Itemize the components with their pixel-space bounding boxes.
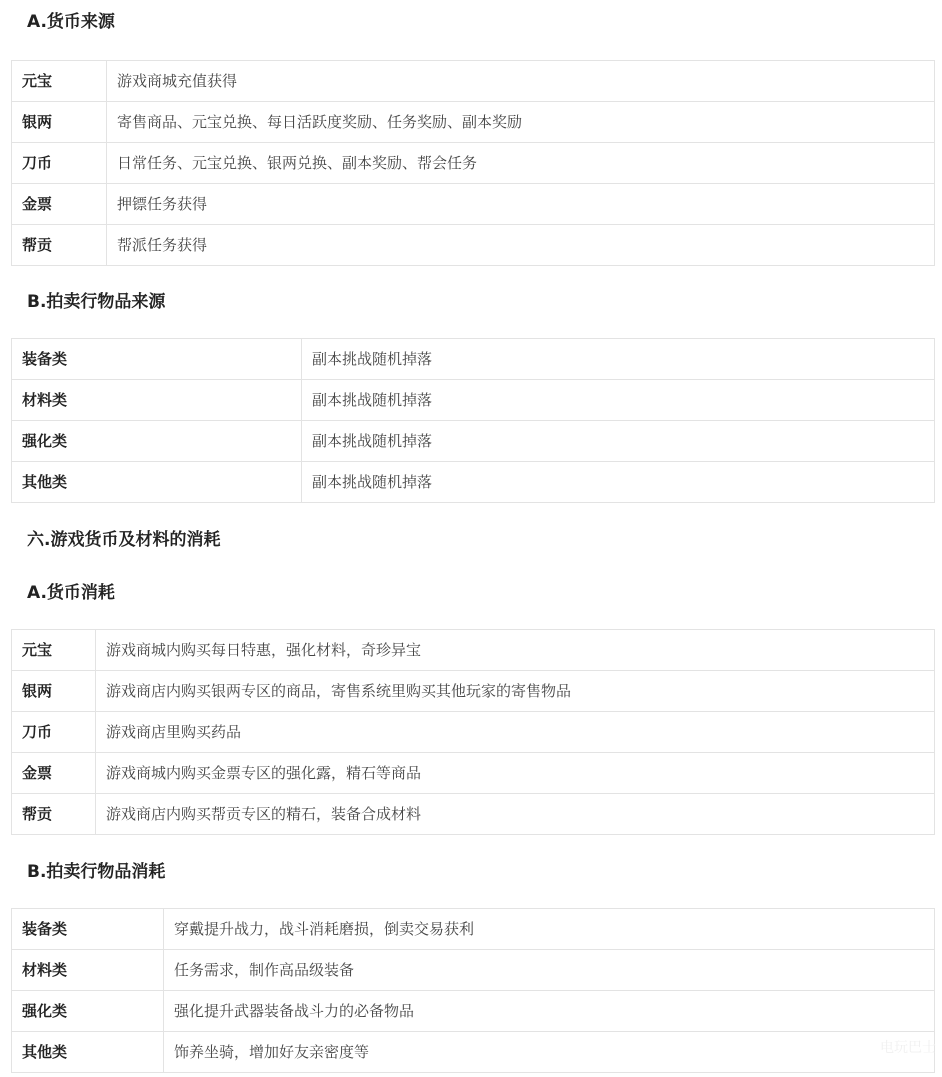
row-key: 银两 [12, 671, 96, 712]
row-value: 游戏商店内购买银两专区的商品，寄售系统里购买其他玩家的寄售物品 [96, 671, 935, 712]
row-key: 元宝 [12, 61, 107, 102]
row-value: 帮派任务获得 [107, 225, 935, 266]
auction-sources-heading: B.拍卖行物品来源 [27, 292, 166, 312]
table-row [12, 950, 935, 991]
row-value: 副本挑战随机掉落 [302, 339, 935, 380]
row-value: 副本挑战随机掉落 [302, 421, 935, 462]
row-value: 穿戴提升战力，战斗消耗磨损，倒卖交易获利 [164, 909, 935, 950]
currency-sources-table [11, 60, 935, 266]
table-row [12, 671, 935, 712]
currency-consumption-table [11, 629, 935, 835]
table-row [12, 794, 935, 835]
row-key: 其他类 [12, 462, 302, 503]
row-key: 材料类 [12, 950, 164, 991]
row-key: 刀币 [12, 143, 107, 184]
row-value: 寄售商品、元宝兑换、每日活跃度奖励、任务奖励、副本奖励 [107, 102, 935, 143]
table-row [12, 380, 935, 421]
table-row [12, 184, 935, 225]
row-value: 押镖任务获得 [107, 184, 935, 225]
row-value: 副本挑战随机掉落 [302, 462, 935, 503]
row-key: 帮贡 [12, 225, 107, 266]
table-row [12, 61, 935, 102]
auction-consumption-table [11, 908, 935, 1073]
row-value: 副本挑战随机掉落 [302, 380, 935, 421]
row-value: 游戏商城内购买每日特惠，强化材料，奇珍异宝 [96, 630, 935, 671]
table-row [12, 712, 935, 753]
row-key: 金票 [12, 184, 107, 225]
table-row [12, 102, 935, 143]
auction-consumption-body [12, 909, 935, 1073]
row-key: 装备类 [12, 909, 164, 950]
table-row [12, 462, 935, 503]
table-row [12, 421, 935, 462]
currency-sources-heading: A.货币来源 [27, 12, 115, 32]
currency-consumption-body [12, 630, 935, 835]
row-key: 金票 [12, 753, 96, 794]
table-row [12, 225, 935, 266]
table-row [12, 339, 935, 380]
row-key: 元宝 [12, 630, 96, 671]
table-row [12, 630, 935, 671]
row-value: 日常任务、元宝兑换、银两兑换、副本奖励、帮会任务 [107, 143, 935, 184]
table-row [12, 1032, 935, 1073]
row-key: 材料类 [12, 380, 302, 421]
row-key: 银两 [12, 102, 107, 143]
row-value: 游戏商店里购买药品 [96, 712, 935, 753]
row-value: 饰养坐骑，增加好友亲密度等 [164, 1032, 935, 1073]
row-key: 装备类 [12, 339, 302, 380]
row-value: 任务需求，制作高品级装备 [164, 950, 935, 991]
watermark: 电玩巴士 [880, 1040, 936, 1056]
table-row [12, 143, 935, 184]
auction-sources-table [11, 338, 935, 503]
chapter-heading: 六.游戏货币及材料的消耗 [27, 530, 221, 550]
row-key: 帮贡 [12, 794, 96, 835]
table-row [12, 909, 935, 950]
row-key: 其他类 [12, 1032, 164, 1073]
row-key: 强化类 [12, 991, 164, 1032]
row-value: 游戏商城内购买金票专区的强化露，精石等商品 [96, 753, 935, 794]
row-value: 游戏商店内购买帮贡专区的精石，装备合成材料 [96, 794, 935, 835]
currency-consumption-heading: A.货币消耗 [27, 583, 115, 603]
auction-sources-body [12, 339, 935, 503]
row-value: 强化提升武器装备战斗力的必备物品 [164, 991, 935, 1032]
row-key: 强化类 [12, 421, 302, 462]
row-key: 刀币 [12, 712, 96, 753]
auction-consumption-heading: B.拍卖行物品消耗 [27, 862, 166, 882]
row-value: 游戏商城充值获得 [107, 61, 935, 102]
table-row [12, 753, 935, 794]
table-row [12, 991, 935, 1032]
currency-sources-body [12, 61, 935, 266]
